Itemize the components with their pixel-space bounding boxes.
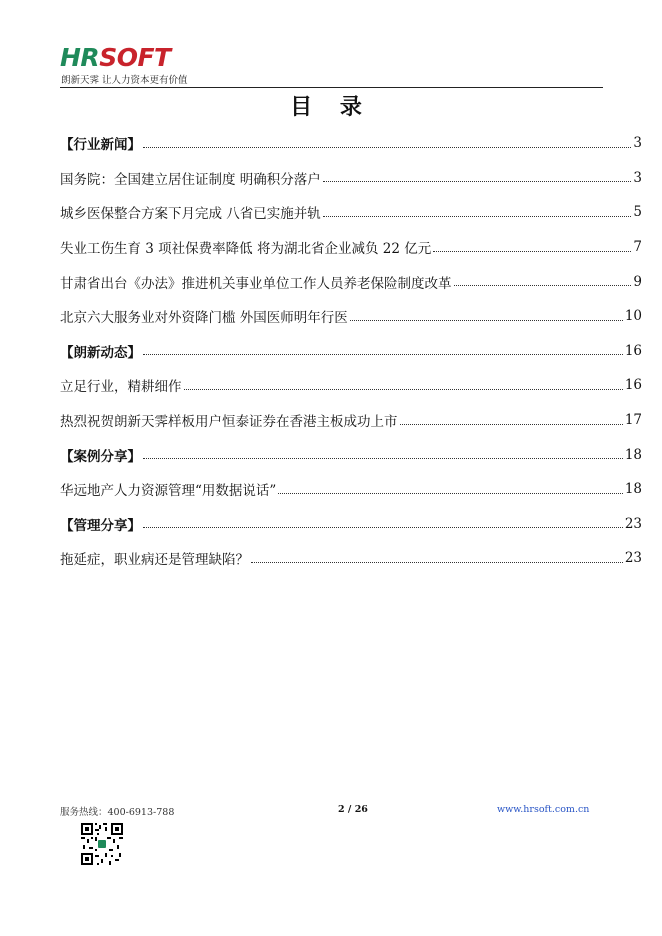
toc-dot-leader: [251, 562, 623, 563]
toc-entry-title: 北京六大服务业对外资降门槛 外国医师明年行医: [60, 310, 348, 327]
logo-wordmark: HRSOFT: [60, 43, 171, 72]
toc-entry-title: 立足行业，精耕细作: [60, 379, 182, 396]
toc-page-number: 17: [624, 412, 642, 429]
toc-page-number: 3: [633, 169, 642, 186]
toc-page-number: 18: [624, 446, 642, 463]
toc-dot-leader: [143, 147, 631, 148]
toc-page-number: 18: [624, 481, 642, 498]
toc-dot-leader: [400, 424, 623, 425]
toc-dot-leader: [323, 216, 632, 217]
toc-entry-title: 【行业新闻】: [60, 137, 141, 154]
toc-entry[interactable]: [60, 368, 642, 403]
toc-page-number: 23: [624, 550, 642, 567]
toc-section-entry[interactable]: [60, 334, 642, 369]
toc-entry-title: 【朗新动态】: [60, 344, 141, 361]
toc-page-number: 9: [633, 273, 642, 290]
toc-page-number: 5: [633, 204, 642, 221]
toc-page-number: 10: [624, 308, 642, 325]
toc-entry-title: 【管理分享】: [60, 517, 141, 534]
toc-entry[interactable]: [60, 403, 642, 438]
toc-page-number: 23: [624, 515, 642, 532]
page-indicator: 2 / 26: [338, 804, 368, 815]
table-of-contents: [60, 126, 642, 576]
toc-entry-title: 拖延症，职业病还是管理缺陷？: [60, 552, 249, 569]
toc-dot-leader: [323, 181, 632, 182]
toc-entry[interactable]: [60, 161, 642, 196]
toc-dot-leader: [454, 285, 632, 286]
toc-dot-leader: [184, 389, 623, 390]
toc-entry-title: 甘肃省出台《办法》推进机关事业单位工作人员养老保险制度改革: [60, 275, 452, 292]
toc-entry[interactable]: [60, 264, 642, 299]
toc-dot-leader: [350, 320, 623, 321]
toc-entry[interactable]: [60, 195, 642, 230]
toc-section-entry[interactable]: [60, 507, 642, 542]
toc-dot-leader: [143, 354, 623, 355]
toc-dot-leader: [433, 251, 631, 252]
toc-page-number: 3: [633, 135, 642, 152]
toc-section-entry[interactable]: [60, 437, 642, 472]
header-divider: [60, 87, 603, 88]
toc-page-number: 16: [624, 342, 642, 359]
toc-entry[interactable]: [60, 541, 642, 576]
toc-dot-leader: [278, 493, 623, 494]
toc-entry-title: 华远地产人力资源管理“用数据说话”: [60, 483, 277, 500]
toc-entry[interactable]: [60, 472, 642, 507]
toc-entry[interactable]: [60, 230, 642, 265]
toc-entry-title: 城乡医保整合方案下月完成 八省已实施并轨: [60, 206, 321, 223]
toc-entry[interactable]: [60, 299, 642, 334]
toc-section-entry[interactable]: [60, 126, 642, 161]
toc-page-number: 7: [633, 239, 642, 256]
qr-code-icon: [80, 822, 124, 866]
service-hotline: 服务热线：400-6913-788: [60, 807, 175, 818]
company-logo: [60, 44, 210, 88]
toc-dot-leader: [143, 527, 623, 528]
toc-entry-title: 【案例分享】: [60, 448, 141, 465]
toc-entry-title: 热烈祝贺朗新天霁样板用户恒泰证券在香港主板成功上市: [60, 414, 398, 431]
toc-dot-leader: [143, 458, 623, 459]
logo-tagline: 朗新天霁 让人力资本更有价值: [61, 75, 188, 86]
toc-page-number: 16: [624, 377, 642, 394]
toc-entry-title: 国务院：全国建立居住证制度 明确积分落户: [60, 171, 321, 188]
toc-entry-title: 失业工伤生育 3 项社保费率降低 将为湖北省企业减负 22 亿元: [60, 241, 432, 258]
page-title: 目 录: [290, 94, 372, 120]
website-link[interactable]: www.hrsoft.com.cn: [497, 804, 590, 815]
